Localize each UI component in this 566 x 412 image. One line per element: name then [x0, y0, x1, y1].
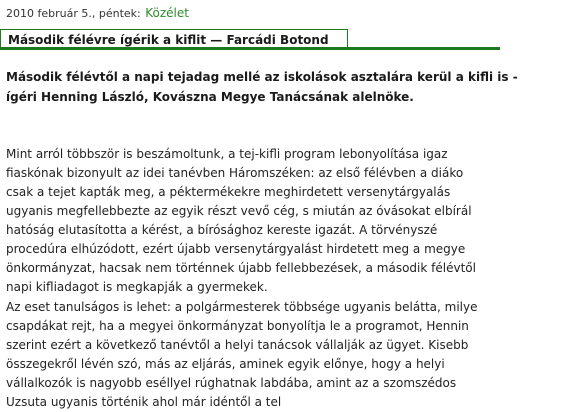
- paragraph-line: Uzsuta ugyanis történik ahol már idéntől a tel: [6, 395, 282, 409]
- article-title: Második félévre ígérik a kiflit — Farcádi Botond: [8, 33, 329, 47]
- paragraph-line: csak a tejet kapták meg, a péktermékekre meghirdetett versenytárgyalás: [6, 185, 451, 199]
- title-tab: [0, 29, 348, 48]
- paragraph-line: hatóság elutasította a kérést, a bírósághoz kereste igazát. A törvényszé: [6, 223, 438, 237]
- article-date: 2010 február 5., péntek:: [6, 7, 141, 20]
- paragraph-line: Mint arról többször is beszámoltunk, a tej-kifli program lebonyolítása igaz: [6, 147, 448, 161]
- title-divider: [0, 47, 500, 50]
- lead-line: Második félévtől a napi tejadag mellé az iskolások asztalára kerül a kifli is -: [6, 70, 518, 84]
- article-paragraph-2: [6, 298, 566, 412]
- lead-line: ígéri Henning László, Kovászna Megye Tanácsának alelnöke.: [6, 90, 414, 104]
- paragraph-line: önkormányzat, hacsak nem történnek újabb fellebbezések, a második félévtől: [6, 261, 476, 275]
- paragraph-line: fiaskónak bizonyult az idei tanévben Háromszéken: az első félévben a diáko: [6, 166, 464, 180]
- article-lead: [6, 67, 566, 107]
- paragraph-line: csapdákat rejt, ha a megyei önkormányzat bonyolítja le a programot, Hennin: [6, 319, 469, 333]
- paragraph-line: vállalkozók is nagyobb eséllyel rúghatnak labdába, amint az a szomszédos: [6, 376, 457, 390]
- article-dateline: [6, 6, 189, 20]
- paragraph-line: procedúra elhúzódott, ezért újabb versenytárgyalást hirdetett meg a megye: [6, 242, 466, 256]
- paragraph-line: szerint ezért a következő tanévtől a helyi tanácsok vállalják az ügyet. Kisebb: [6, 338, 469, 352]
- article-paragraph-1: [6, 145, 566, 297]
- category-link[interactable]: Közélet: [145, 6, 189, 20]
- paragraph-line: ugyanis megfellebbezte az egyik részt vevő cég, s miután az óvásokat elbírál: [6, 204, 472, 218]
- paragraph-line: Az eset tanulságos is lehet: a polgármesterek többsége ugyanis belátta, milye: [6, 300, 478, 314]
- paragraph-line: összegekről lévén szó, más az eljárás, aminek egyik előnye, hogy a helyi: [6, 357, 445, 371]
- paragraph-line: napi kifliadagot is megkapják a gyermekek.: [6, 280, 268, 294]
